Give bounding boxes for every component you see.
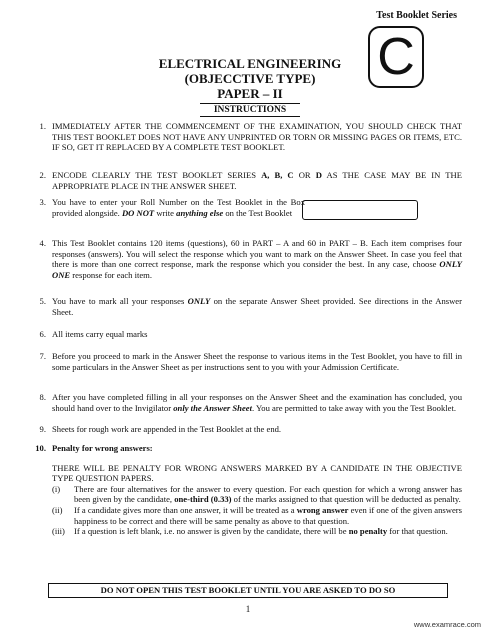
item-number: 9. [39, 424, 46, 434]
item-text: Before you proceed to mark in the Answer Sheet the response to various items in the Test Booklet, you have to fill in some particulars in the Answer Sheet as per instructions sent to you with your Admission Certificate. [52, 351, 462, 372]
item-number: 8. [39, 392, 46, 402]
item-text: ENCODE CLEARLY THE TEST BOOKLET SERIES A, B, C OR D AS THE CASE MAY BE IN THE APPROPRIATE PLACE IN THE ANSWER SHEET. [52, 170, 462, 191]
item-number: 2. [39, 170, 46, 180]
penalty-sub-1: (i) There are four alternatives for the answer to every question. For each question for which a wrong answer has been given by the candidate, one-third (0.33) of the marks assigned to that question will be deducted as penalty. [52, 483, 462, 505]
item-number: 4. [39, 238, 46, 248]
series-label: Test Booklet Series [376, 10, 457, 21]
item-number: 1. [39, 121, 46, 131]
item-text: Sheets for rough work are appended in the Test Booklet at the end. [52, 424, 282, 434]
item-text: You have to enter your Roll Number on the Test Booklet in the Box provided alongside. DO NOT write anything else on the Test Booklet [52, 197, 305, 218]
penalty-heading: Penalty for wrong answers: [52, 443, 153, 453]
sub-number: (i) [52, 483, 61, 494]
page-number: 1 [245, 604, 251, 614]
watermark: www.examrace.com [413, 620, 481, 629]
item-text: This Test Booklet contains 120 items (questions), 60 in PART – A and 60 in PART – B. Each item comprises four responses (answers). You will select the response which you want to mark on the Answer Sheet. In case you feel that there is more than one correct response, mark the response which you consider the best. In any case, choose ONLY ONE response for each item. [52, 238, 462, 280]
item-number: 7. [39, 351, 46, 361]
instruction-item-5 [30, 296, 462, 317]
instruction-item-9 [30, 424, 462, 435]
instruction-item-6 [30, 329, 462, 340]
title-line-1: ELECTRICAL ENGINEERING [158, 56, 342, 71]
item-text: All items carry equal marks [52, 329, 148, 339]
item-text: After you have completed filling in all your responses on the Answer Sheet and the examination has concluded, you should hand over to the Invigilator only the Answer Sheet. You are permitted to take away with you the Test Booklet. [52, 392, 462, 413]
item-text: You have to mark all your responses ONLY on the separate Answer Sheet provided. See directions in the Answer Sheet. [52, 296, 462, 317]
item-number: 6. [39, 329, 46, 339]
title-block [120, 56, 380, 101]
item-text: IMMEDIATELY AFTER THE COMMENCEMENT OF THE EXAMINATION, YOU SHOULD CHECK THAT THIS TEST BOOKLET DOES NOT HAVE ANY UNPRINTED OR TORN OR MISSING PAGES OR ITEMS, ETC. IF SO, GET IT REPLACED BY A COMPLETE TEST BOOKLET. [52, 121, 462, 153]
penalty-sub-2: (ii) If a candidate gives more than one answer, it will be treated as a wrong answer even if one of the given answers happiness to be correct and there will be same penalty as above to that question. [52, 504, 462, 526]
instruction-item-2 [30, 170, 462, 191]
title-line-2: (OBJECCTIVE TYPE) [184, 71, 316, 86]
instruction-item-10 [30, 443, 462, 537]
title-line-3: PAPER – II [217, 86, 283, 101]
instruction-item-7 [30, 351, 462, 372]
item-number: 5. [39, 296, 46, 306]
sub-number: (iii) [52, 526, 65, 537]
instruction-item-4 [30, 238, 462, 280]
footer-notice: DO NOT OPEN THIS TEST BOOKLET UNTIL YOU ARE ASKED TO DO SO [48, 583, 448, 598]
penalty-sub-3: (iii) If a question is left blank, i.e. no answer is given by the candidate, there will be no penalty for that question. [52, 526, 448, 537]
roll-number-box[interactable] [302, 200, 418, 220]
sub-number: (ii) [52, 504, 63, 515]
instructions-heading: INSTRUCTIONS [200, 103, 300, 117]
penalty-section [52, 443, 462, 537]
series-letter: C [377, 28, 415, 86]
item-number: 10. [35, 443, 46, 453]
instruction-item-1 [30, 121, 462, 153]
instruction-item-3 [30, 197, 305, 218]
instruction-item-8 [30, 392, 462, 413]
item-number: 3. [39, 197, 46, 207]
penalty-intro: THERE WILL BE PENALTY FOR WRONG ANSWERS MARKED BY A CANDIDATE IN THE OBJECTIVE TYPE QUESTION PAPERS. [52, 462, 462, 484]
